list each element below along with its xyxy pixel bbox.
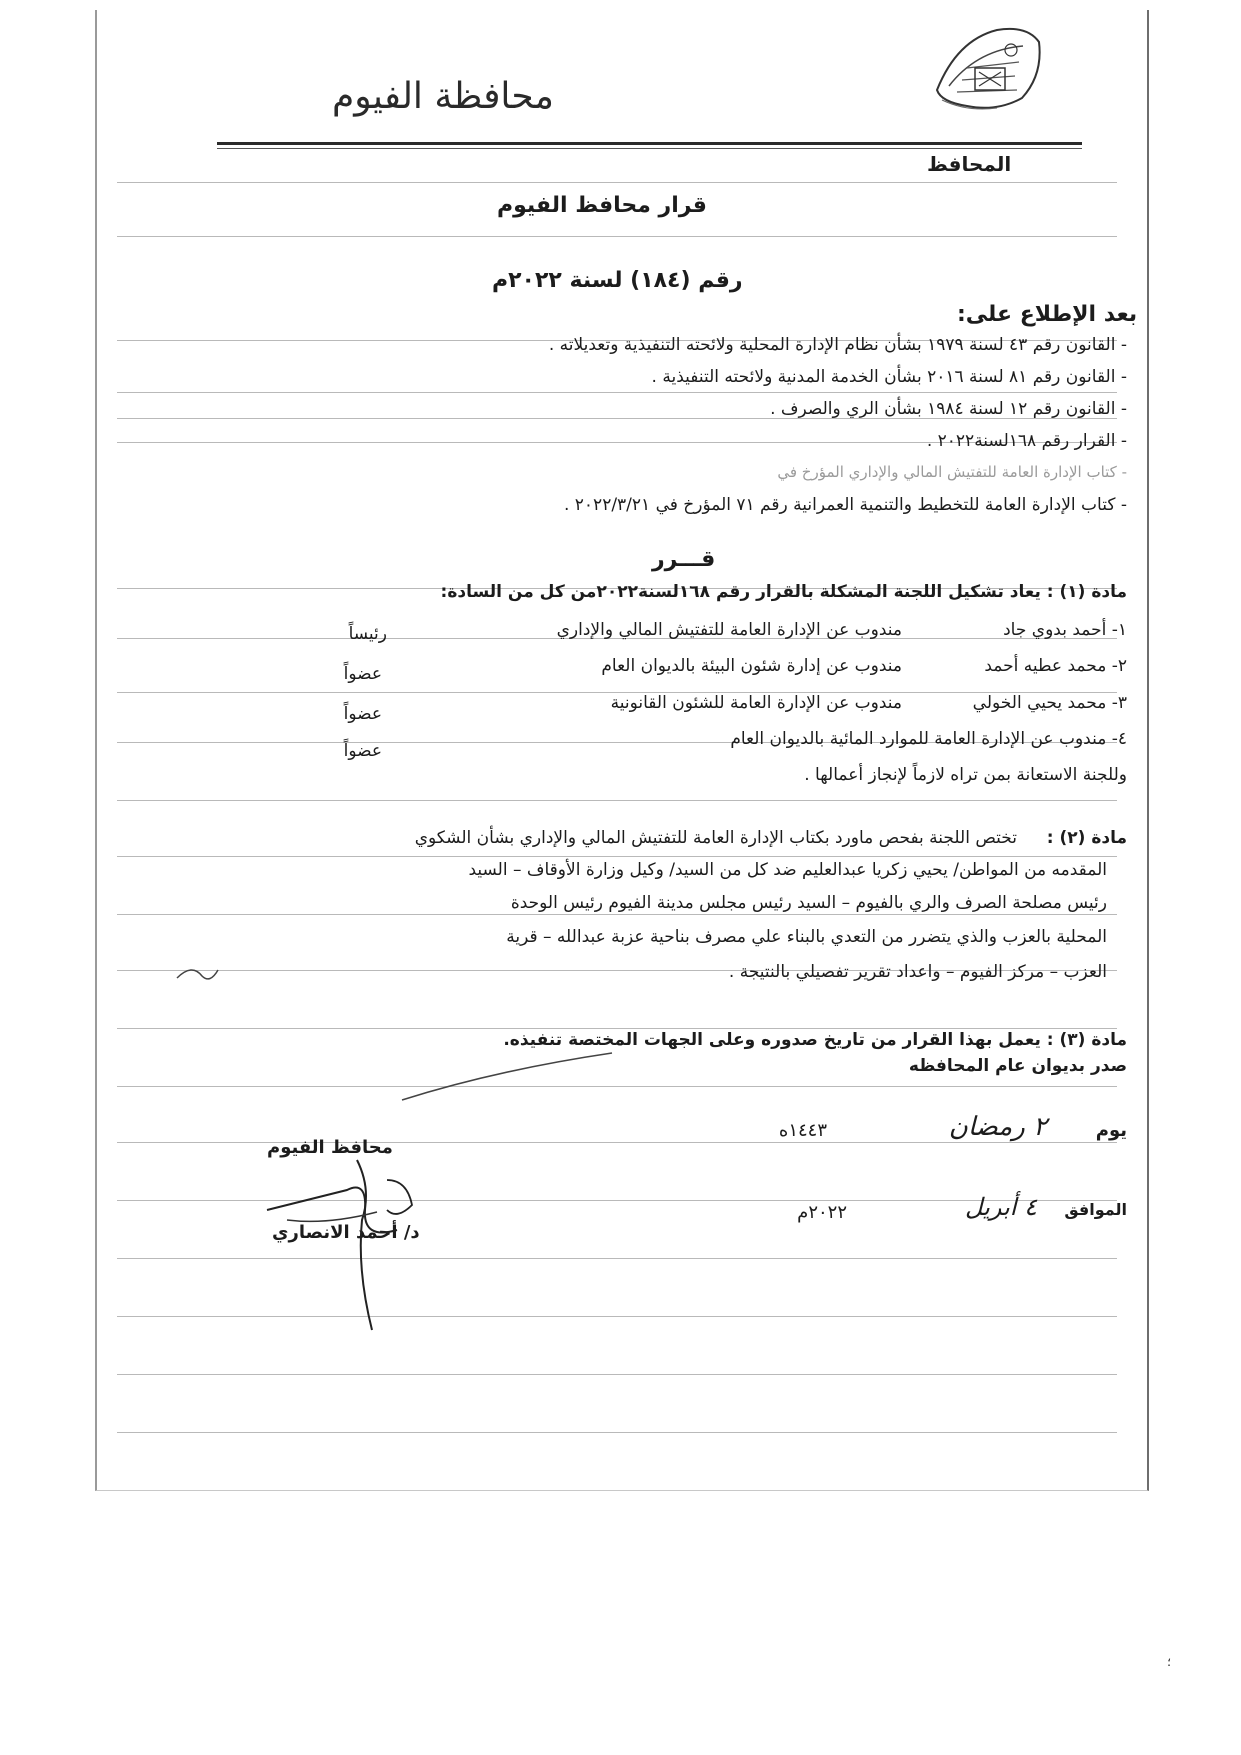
decision-title: قرار محافظ الفيوم — [497, 193, 707, 218]
member-representing: مندوب عن الإدارة العامة للشئون القانونية — [610, 693, 902, 713]
reference-line: - القانون رقم ٤٣ لسنة ١٩٧٩ بشأن نظام الإدارة المحلية ولائحته التنفيذية وتعديلاته . — [548, 335, 1127, 355]
reference-line: - القانون رقم ٨١ لسنة ٢٠١٦ بشأن الخدمة المدنية ولائحته التنفيذية . — [651, 367, 1127, 387]
article-2-line: رئيس مصلحة الصرف والري بالفيوم – السيد رئيس مجلس مدينة الفيوم رئيس الوحدة — [510, 893, 1107, 913]
member-name: ٢- محمد عطيه أحمد — [984, 656, 1127, 676]
diagonal-pen-stroke — [397, 1045, 617, 1105]
day-label: يوم — [1095, 1120, 1127, 1141]
governorate-title: محافظة الفيوم — [332, 76, 554, 117]
member-name: ١- أحمد بدوي جاد — [1003, 620, 1127, 640]
hijri-day-handwritten: ٢ رمضان — [948, 1112, 1047, 1142]
gregorian-day-handwritten: ٤ أبريل — [965, 1193, 1037, 1221]
header-rule — [217, 142, 1082, 145]
signatory-name: د/ أحمد الانصاري — [272, 1222, 420, 1243]
article-2-head: مادة (٢) : — [1046, 828, 1127, 848]
preamble-heading: بعد الإطلاع على: — [957, 302, 1138, 327]
article-2-line: العزب – مركز الفيوم – واعداد تقرير تفصيلي بالنتيجة . — [728, 962, 1107, 982]
office-label: المحافظ — [927, 152, 1012, 176]
decision-number: رقم (١٨٤) لسنة ٢٠٢٢م — [492, 268, 743, 293]
reference-line: - كتاب الإدارة العامة للتخطيط والتنمية العمرانية رقم ٧١ المؤرخ في ٢٠٢٢/٣/٢١ . — [563, 495, 1127, 515]
reference-line: - القانون رقم ١٢ لسنة ١٩٨٤ بشأن الري والصرف . — [770, 399, 1127, 419]
article-1-heading: مادة (١) : يعاد تشكيل اللجنة المشكلة بالقرار رقم ١٦٨لسنة٢٠٢٢من كل من السادة: — [440, 582, 1127, 602]
member-role: عضواً — [343, 704, 382, 724]
signatory-title: محافظ الفيوم — [267, 1137, 393, 1158]
article-2-line: المحلية بالعزب والذي يتضرر من التعدي بالبناء علي مصرف بناحية عزبة عبدالله – قرية — [506, 927, 1107, 947]
member-role: رئيساً — [348, 624, 387, 644]
member-name: ٤- مندوب عن الإدارة العامة للموارد المائية بالديوان العام — [730, 729, 1127, 749]
member-role: عضواً — [343, 664, 382, 684]
gregorian-year: ٢٠٢٢م — [797, 1202, 847, 1223]
member-role: عضواً — [343, 741, 382, 761]
member-representing: مندوب عن الإدارة العامة للتفتيش المالي والإداري — [556, 620, 902, 640]
member-representing: مندوب عن إدارة شئون البيئة بالديوان العام — [601, 656, 902, 676]
issued-statement: صدر بديوان عام المحافظه — [908, 1056, 1127, 1076]
article-2-line: تختص اللجنة بفحص ماورد بكتاب الإدارة العامة للتفتيش المالي والإداري بشأن الشكوي — [414, 828, 1017, 848]
article-3-text: مادة (٣) : يعمل بهذا القرار من تاريخ صدوره وعلى الجهات المختصة تنفيذه. — [503, 1030, 1127, 1050]
article-1-note: وللجنة الاستعانة بمن تراه لازماً لإنجاز أعمالها . — [804, 765, 1127, 785]
reference-line: - القرار رقم ١٦٨لسنة٢٠٢٢ . — [926, 431, 1127, 451]
margin-scribble — [172, 958, 222, 988]
reference-line-faded: - كتاب الإدارة العامة للتفتيش المالي والإداري المؤرخ في — [777, 463, 1127, 481]
document-page — [95, 10, 1149, 1491]
member-name: ٣- محمد يحيي الخولي — [972, 693, 1127, 713]
corresponding-label: الموافق — [1064, 1200, 1127, 1219]
decides-label: قـــرر — [652, 547, 716, 572]
handwritten-signature — [247, 1150, 477, 1350]
hijri-year: ١٤٤٣ه — [778, 1120, 827, 1141]
governorate-emblem-icon — [927, 20, 1047, 115]
article-2-line: المقدمه من المواطن/ يحيي زكريا عبدالعليم ضد كل من السيد/ وكيل وزارة الأوقاف – السيد — [468, 860, 1107, 880]
